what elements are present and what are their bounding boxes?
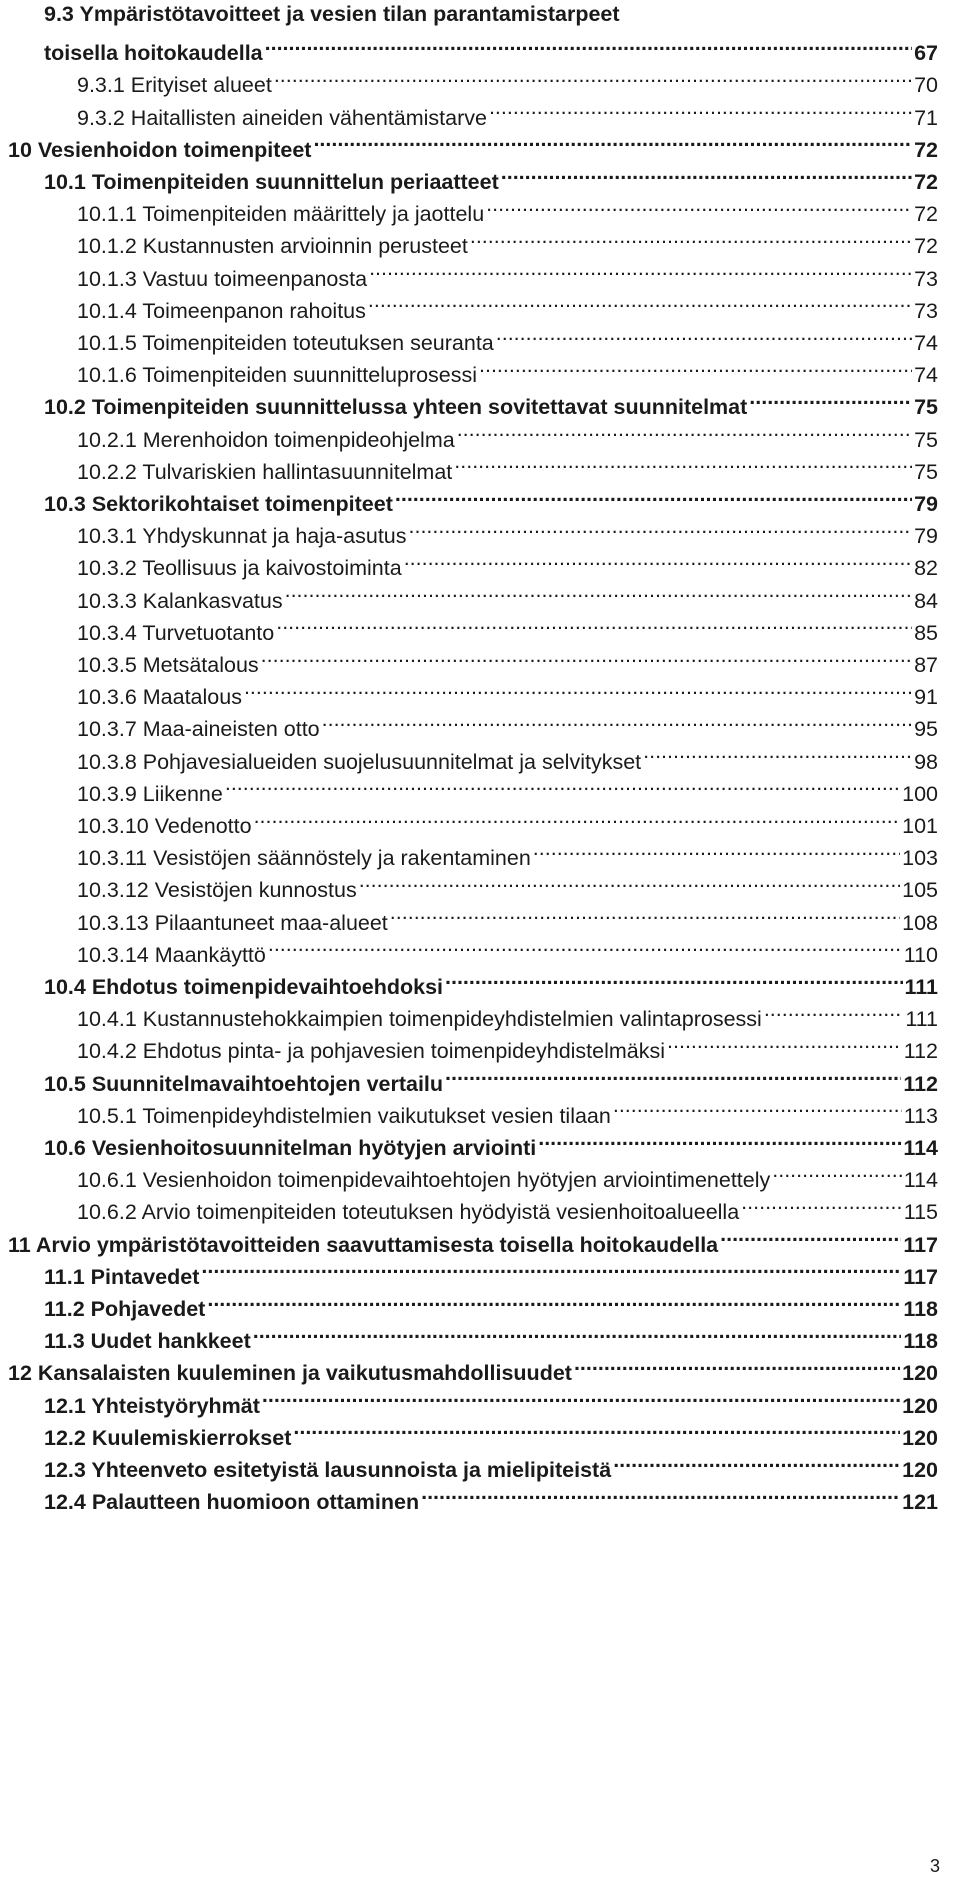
toc-entry-page: 75 [914,427,938,452]
toc-entry-title: 10.3.4 Turvetuotanto [77,620,275,645]
toc-leader-dots [538,1127,901,1155]
toc-leader-dots [207,1288,901,1316]
toc-entry-title: 12.4 Palautteen huomioon ottaminen [44,1490,420,1515]
toc-entry[interactable] [77,676,938,710]
toc-entry-page: 84 [914,588,938,613]
toc-entry[interactable] [44,1288,938,1321]
toc-entry-title: 10.3.8 Pohjavesialueiden suojelusuunnitelmat ja selvitykset [77,749,642,774]
toc-entry-title: 10.1.3 Vastuu toimeenpanosta [77,266,368,291]
toc-leader-dots [486,193,912,221]
toc-entry-title: 10.1.2 Kustannusten arvioinnin perusteet [77,234,468,259]
toc-entry-title: 12.1 Yhteistyöryhmät [44,1393,260,1418]
toc-entry[interactable] [44,1385,938,1418]
toc-leader-dots [390,902,900,930]
toc-entry-page: 120 [902,1393,938,1418]
toc-entry-page: 87 [914,653,938,677]
toc-leader-dots [253,1320,902,1348]
toc-entry-title: 10.3.2 Teollisuus ja kaivostoiminta [77,556,402,581]
toc-leader-dots [749,386,912,414]
toc-entry-page: 85 [914,620,938,645]
toc-leader-dots [201,1256,901,1284]
toc-entry[interactable] [77,1095,938,1128]
toc-entry-title: 10.2 Toimenpiteiden suunnittelussa yhteen sovitettavat suunnitelmat [44,395,748,420]
toc-entry[interactable] [44,0,938,28]
toc-entry-title: 10.2.2 Tulvariskien hallintasuunnitelmat [77,459,453,484]
toc-entry-page: 105 [902,878,938,903]
toc-entry-page: 114 [903,1168,938,1193]
toc-entry-title: 10.4 Ehdotus toimenpidevaihtoehdoksi [44,975,444,999]
toc-entry-title: 10.3.13 Pilaantuneet maa-alueet [77,910,388,935]
toc-entry-title: 12.2 Kuulemiskierrokset [44,1425,292,1450]
toc-entry[interactable] [77,1030,938,1064]
toc-entry[interactable] [77,580,938,613]
toc-entry[interactable] [77,193,938,227]
toc-entry-title: 9.3 Ympäristötavoitteet ja vesien tilan parantamistarpeet [44,2,620,26]
toc-entry[interactable] [8,1224,938,1257]
toc-entry[interactable] [77,902,938,935]
toc-leader-dots [613,1095,902,1123]
toc-entry[interactable] [44,1320,938,1354]
toc-entry-page: 70 [914,73,938,98]
toc-entry-page: 114 [903,1136,938,1160]
toc-entry-title: 9.3.2 Haitallisten aineiden vähentämistarve [77,105,487,130]
toc-entry[interactable] [44,386,938,420]
toc-leader-dots [457,419,912,447]
toc-entry-page: 72 [914,137,938,162]
toc-entry-title: 10.4.2 Ehdotus pinta- ja pohjavesien toimenpideyhdistelmäksi [77,1039,666,1064]
toc-entry[interactable] [8,129,938,162]
toc-entry-title: 10.1.1 Toimenpiteiden määrittely ja jaottelu [77,202,485,227]
toc-leader-dots [359,869,900,897]
toc-leader-dots [322,708,912,736]
toc-entry-page: 120 [902,1425,938,1450]
toc-entry-page: 74 [914,363,938,388]
toc-entry[interactable] [77,612,938,645]
toc-entry-title: 10.3.12 Vesistöjen kunnostus [77,878,357,903]
toc-leader-dots [395,483,912,511]
toc-entry-page: 121 [902,1490,938,1515]
toc-leader-dots [369,258,912,286]
toc-leader-dots [268,934,902,962]
toc-entry-title: 10.3.6 Maatalous [77,685,242,710]
toc-leader-dots [479,354,912,382]
toc-entry-title: 11.1 Pintavedet [44,1264,200,1289]
toc-entry-title: 10.3.11 Vesistöjen säännöstely ja rakentaminen [77,846,531,871]
toc-entry-title: 10.1.5 Toimenpiteiden toteutuksen seuranta [77,331,494,355]
toc-entry[interactable] [77,837,938,871]
toc-entry-title: 10.5 Suunnitelmavaihtoehtojen vertailu [44,1071,444,1096]
toc-entry[interactable] [44,32,938,66]
toc-leader-dots [244,676,912,704]
toc-leader-dots [445,1063,901,1091]
toc-entry[interactable] [77,354,938,388]
toc-entry[interactable] [77,258,938,291]
toc-entry-page: 73 [914,266,938,291]
toc-entry-title: 10.3.7 Maa-aineisten otto [77,717,320,742]
toc-entry-title: 11.3 Uudet hankkeet [44,1329,251,1354]
toc-entry-page: 71 [914,105,938,130]
toc-entry-page: 112 [903,1071,938,1096]
toc-entry-page: 72 [914,234,938,259]
toc-entry-page: 120 [902,1458,938,1482]
toc-leader-dots [470,225,912,253]
toc-entry[interactable] [44,1417,938,1450]
toc-entry[interactable] [44,483,938,516]
toc-entry-title: 10.3.1 Yhdyskunnat ja haja-asutus [77,524,407,549]
toc-entry-title: 10.3.3 Kalankasvatus [77,588,283,613]
toc-entry-title: 10.1.6 Toimenpiteiden suunnitteluprosessi [77,363,478,388]
toc-entry-page: 79 [914,492,938,516]
toc-entry[interactable] [77,290,938,323]
toc-entry-title: 10.5.1 Toimenpideyhdistelmien vaikutukset vesien tilaan [77,1103,611,1128]
toc-entry-page: 112 [903,1039,938,1064]
toc-entry-page: 118 [903,1297,938,1321]
toc-entry-page: 75 [914,459,938,484]
toc-leader-dots [454,451,912,479]
toc-entry-title: 12 Kansalaisten kuuleminen ja vaikutusmahdollisuudet [8,1361,572,1386]
toc-entry-title: 10.1.4 Toimeenpanon rahoitus [77,298,366,323]
toc-entry-title: 10.4.1 Kustannustehokkaimpien toimenpideyhdistelmien valintaprosessi [77,1007,762,1032]
toc-leader-dots [720,1224,901,1252]
toc-entry-page: 98 [914,749,938,774]
toc-entry-title: 10.3 Sektorikohtaiset toimenpiteet [44,492,393,516]
toc-leader-dots [293,1417,900,1445]
toc-entry[interactable] [44,161,938,194]
toc-entry-page: 110 [903,942,938,967]
toc-leader-dots [274,64,912,92]
toc-entry-page: 72 [914,170,938,194]
toc-entry[interactable] [77,869,938,903]
toc-leader-dots [225,773,900,801]
toc-leader-dots [313,129,912,157]
toc-entry-title: 10.3.14 Maankäyttö [77,942,266,967]
toc-entry[interactable] [77,225,938,259]
toc-entry-page: 73 [914,298,938,323]
toc-entry-page: 67 [914,41,938,66]
toc-entry[interactable] [77,97,938,130]
toc-entry[interactable] [44,1449,938,1482]
toc-entry-title: 11 Arvio ympäristötavoitteiden saavuttamisesta toisella hoitokaudella [8,1232,719,1257]
toc-entry[interactable] [77,419,938,452]
toc-entry-title: 11.2 Pohjavedet [44,1297,206,1321]
toc-entry-title: 9.3.1 Erityiset alueet [77,73,272,98]
toc-leader-dots [667,1030,902,1058]
toc-leader-dots [489,97,912,125]
toc-entry-title: 12.3 Yhteenveto esitetyistä lausunnoista ja mielipiteistä [44,1458,612,1482]
toc-entry[interactable] [44,1256,938,1289]
toc-entry[interactable] [44,1127,938,1160]
toc-entry-page: 118 [903,1329,938,1354]
toc-leader-dots [368,290,912,318]
toc-entry[interactable] [77,644,938,677]
toc-entry-page: 111 [905,1007,938,1032]
toc-leader-dots [764,998,903,1026]
toc-entry[interactable] [77,547,938,581]
toc-entry-title: 10.6 Vesienhoitosuunnitelman hyötyjen arviointi [44,1136,537,1160]
toc-entry-page: 108 [902,910,938,935]
toc-entry-page: 74 [914,331,938,355]
toc-leader-dots [445,966,902,994]
toc-entry[interactable] [77,805,938,838]
toc-entry[interactable] [44,1481,938,1515]
toc-entry-page: 95 [914,717,938,742]
toc-entry[interactable] [77,741,938,774]
toc-entry-title: 10.3.9 Liikenne [77,781,223,806]
toc-leader-dots [409,515,913,543]
toc-leader-dots [643,741,912,769]
toc-entry-title: 10.1 Toimenpiteiden suunnittelun periaatteet [44,170,499,194]
toc-entry[interactable] [77,1159,938,1193]
toc-leader-dots [421,1481,900,1509]
toc-entry-page: 101 [902,814,938,838]
toc-entry[interactable] [77,773,938,806]
toc-entry-title: toisella hoitokaudella [44,41,263,66]
page-number: 3 [929,1856,940,1876]
toc-entry-title: 10.3.5 Metsätalous [77,653,259,677]
toc-entry-page: 100 [902,781,938,806]
toc-entry-page: 111 [904,975,938,999]
toc-entry[interactable] [44,966,938,999]
toc-entry-page: 117 [903,1232,938,1257]
toc-entry-page: 120 [902,1361,938,1386]
toc-leader-dots [772,1159,901,1187]
toc-entry[interactable] [77,515,938,549]
toc-leader-dots [261,644,912,672]
toc-entry-title: 10.6.1 Vesienhoidon toimenpidevaihtoehtojen hyötyjen arviointimenettely [77,1168,771,1193]
toc-leader-dots [741,1191,902,1219]
toc-leader-dots [496,322,912,350]
toc-leader-dots [276,612,912,640]
toc-entry-page: 113 [903,1103,938,1128]
toc-entry-title: 10.6.2 Arvio toimenpiteiden toteutuksen hyödyistä vesienhoitoalueella [77,1200,740,1225]
toc-leader-dots [254,805,901,833]
toc-leader-dots [533,837,900,865]
toc-entry-page: 115 [903,1200,938,1225]
toc-entry[interactable] [77,998,938,1032]
toc-leader-dots [501,161,912,189]
toc-leader-dots [404,547,912,575]
toc-entry[interactable] [77,451,938,484]
toc-entry-title: 10.3.10 Vedenotto [77,814,252,838]
toc-entry-page: 72 [914,202,938,227]
toc-leader-dots [285,580,912,608]
toc-entry[interactable] [77,708,938,742]
toc-entry-page: 103 [902,846,938,871]
toc-entry-page: 82 [914,556,938,581]
toc-leader-dots [574,1352,900,1380]
toc-entry[interactable] [8,1352,938,1386]
toc-entry[interactable] [77,1191,938,1225]
toc-entry-page: 91 [914,685,938,710]
toc-entry-title: 10.2.1 Merenhoidon toimenpideohjelma [77,427,455,452]
toc-entry-page: 117 [903,1264,938,1289]
toc-entry-title: 10 Vesienhoidon toimenpiteet [8,137,312,162]
toc-entry[interactable] [44,1063,938,1096]
toc-entry-page: 75 [914,395,938,420]
toc-leader-dots [262,1385,900,1413]
toc-leader-dots [265,32,912,60]
toc-leader-dots [613,1449,900,1477]
toc-entry[interactable] [77,64,938,98]
toc-entry-page: 79 [914,524,938,549]
toc-entry[interactable] [77,934,938,967]
toc-entry[interactable] [77,322,938,355]
